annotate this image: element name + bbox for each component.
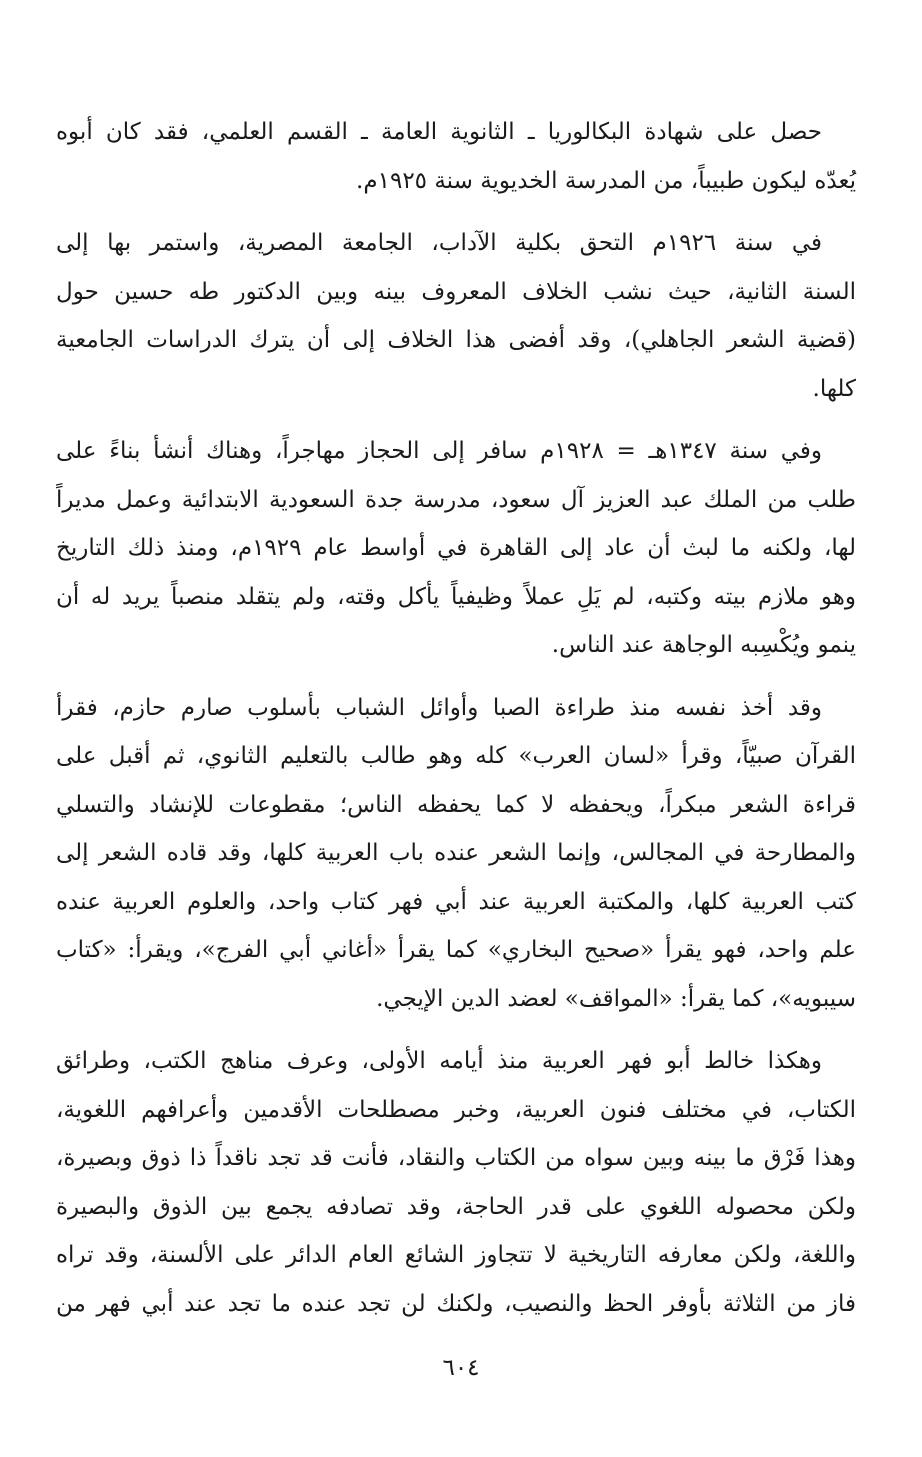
text-line: في سنة ١٩٢٦م التحق بكلية الآداب، الجامعة المصرية، واستمر بها إلى [56, 230, 822, 256]
text-line: القرآن صبيّاً، وقرأ «لسان العرب» كله وهو طالب بالتعليم الثانوي، ثم أقبل على [56, 743, 856, 769]
text-line: حصل على شهادة البكالوريا ـ الثانوية العامة ـ القسم العلمي، فقد كان أبوه [56, 119, 822, 145]
paragraph-2 [56, 219, 856, 413]
text-line: وقد أخذ نفسه منذ طراءة الصبا وأوائل الشباب بأسلوب صارم حازم، فقرأ [56, 694, 822, 721]
paragraph-1 [56, 108, 856, 205]
text-line: قراءة الشعر مبكراً، ويحفظه لا كما يحفظه الناس؛ مقطوعات للإنشاد والتسلي [56, 791, 856, 818]
paragraph-3 [56, 427, 856, 670]
text-line: علم واحد، فهو يقرأ «صحيح البخاري» كما يقرأ «أغاني أبي الفرج»، ويقرأ: «كتاب [56, 937, 856, 963]
paragraph-5 [56, 1037, 856, 1328]
text-line: يُعدّه ليكون طبيباً، من المدرسة الخديوية سنة ١٩٢٥م. [356, 167, 856, 194]
text-line: وهكذا خالط أبو فهر العربية منذ أيامه الأولى، وعرف مناهج الكتب، وطرائق [56, 1048, 822, 1074]
text-line: كلها. [812, 375, 856, 402]
text-line: السنة الثانية، حيث نشب الخلاف المعروف بينه وبين الدكتور طه حسين حول [56, 278, 856, 305]
text-line: ولكن محصوله اللغوي على قدر الحاجة، وقد تصادفه يجمع بين الذوق والبصيرة [56, 1193, 856, 1220]
text-line: لها، ولكنه ما لبث أن عاد إلى القاهرة في أواسط عام ١٩٢٩م، ومنذ ذلك التاريخ [56, 535, 856, 561]
text-line: وهو ملازم بيته وكتبه، لم يَلِ عملاً وظيفياً يأكل وقته، ولم يتقلد منصباً يريد له أن [56, 583, 856, 610]
text-line: (قضية الشعر الجاهلي)، وقد أفضى هذا الخلاف إلى أن يترك الدراسات الجامعية [56, 327, 856, 353]
text-line: فاز من الثلاثة بأوفر الحظ والنصيب، ولكنك لن تجد عنده ما تجد عند أبي فهر من [56, 1290, 856, 1317]
text-line: الكتاب، في مختلف فنون العربية، وخبر مصطلحات الأقدمين وأعرافهم اللغوية، [56, 1096, 856, 1123]
text-line: والمطارحة في المجالس، وإنما الشعر عنده باب العربية كلها، وقد قاده الشعر إلى [56, 840, 856, 866]
paragraph-4 [56, 684, 856, 1024]
text-line: سيبويه»، كما يقرأ: «المواقف» لعضد الدين الإيجي. [376, 985, 856, 1012]
page-number: ٦٠٤ [442, 1355, 480, 1381]
text-line: ينمو ويُكْسِبه الوجاهة عند الناس. [551, 632, 856, 658]
text-line: واللغة، ولكن معارفه التاريخية لا تتجاوز الشائع العام الدائر على الألسنة، وقد تراه [56, 1242, 856, 1268]
text-line: وهذا فَرْق ما بينه وبين سواه من الكتاب والنقاد، فأنت قد تجد ناقداً ذا ذوق وبصيرة، [56, 1145, 856, 1171]
page-body [56, 108, 856, 1342]
text-line: كتب العربية كلها، والمكتبة العربية عند أبي فهر كتاب واحد، والعلوم العربية عنده [56, 888, 856, 915]
text-line: وفي سنة ١٣٤٧هـ = ١٩٢٨م سافر إلى الحجاز مهاجراً، وهناك أنشأ بناءً على [56, 438, 823, 464]
text-line: طلب من الملك عبد العزيز آل سعود، مدرسة جدة السعودية الابتدائية وعمل مديراً [56, 486, 856, 513]
